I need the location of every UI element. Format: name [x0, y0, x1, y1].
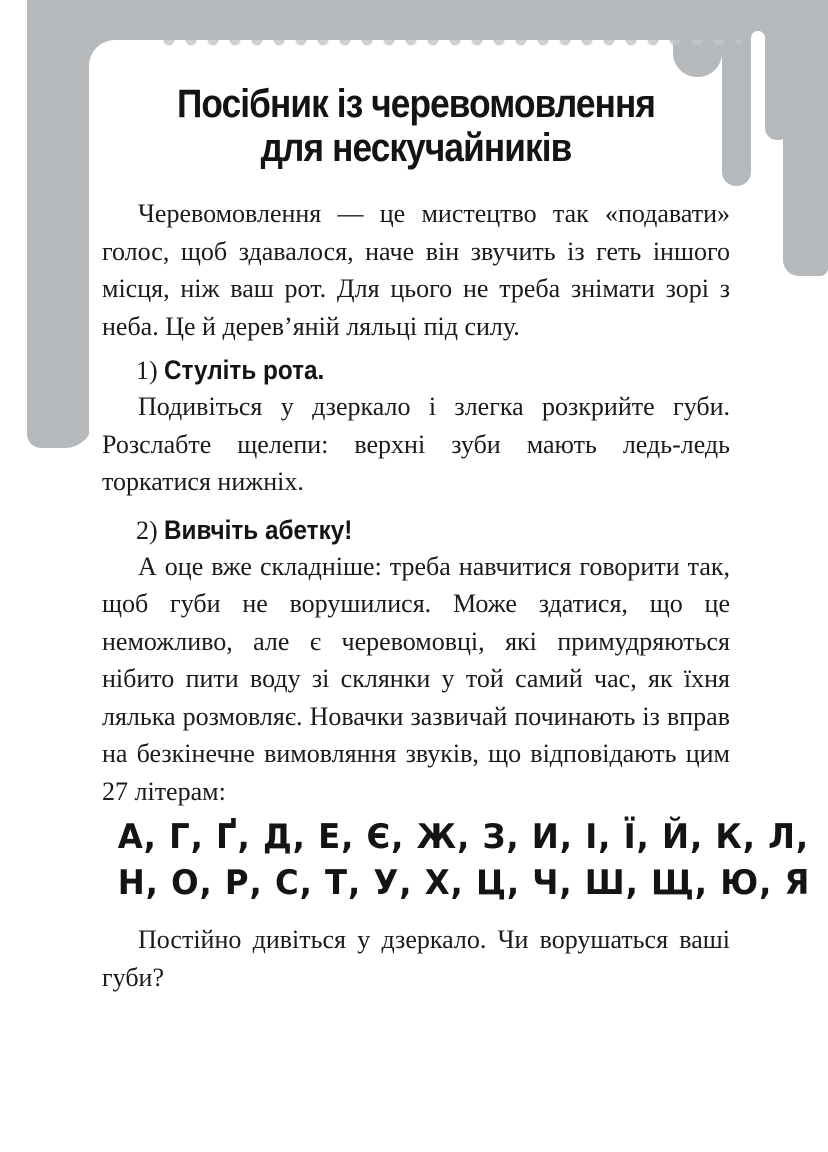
- section-2-title: Вивчіть абетку!: [164, 514, 353, 545]
- section-2-paragraph: А оце вже складніше: треба навчитися говорити так, щоб губи не ворушилися. Може здатися, що це неможливо, але є черевомовці, які примудряються нібито пити воду зі склянки у той самий час, як їхня лялька розмовляє. Новачки зазвичай починають із вправ на безкінечне вимовляння звуків, що відповідають цим 27 літерам:: [102, 551, 730, 806]
- section-1-paragraph: Подивіться у дзеркало і злегка розкрийте губи. Розслабте щелепи: верхні зуби мають ледь-ледь торкатися нижніх.: [102, 392, 730, 496]
- paint-drip-icon: [765, 0, 784, 140]
- gray-left-strip: [27, 0, 93, 448]
- alphabet-line2: Н, О, Р, С, Т, У, Х, Ц, Ч, Ш, Щ, Ю, Я: [117, 863, 811, 903]
- page-title-line2: для нескучайників: [260, 126, 572, 170]
- page-content: [102, 40, 811, 996]
- paint-drip-gap: [751, 31, 765, 42]
- intro-paragraph: Черевомовлення — це мистецтво так «подавати» голос, щоб здавалося, наче він звучить із геть іншого місця, ніж ваш рот. Для цього не треба знімати зорі з неба. Це й дерев’яній ляльці під силу.: [102, 199, 730, 341]
- page-title: [140, 82, 693, 170]
- section-2-heading: [102, 513, 730, 548]
- alphabet-line1: А, Г, Ґ, Д, Е, Є, Ж, З, И, І, Ї, Й, К, Л,: [117, 817, 810, 857]
- section-1-heading: [102, 353, 730, 388]
- section-1-number: 1): [136, 356, 158, 385]
- section-1-title: Стуліть рота.: [164, 355, 325, 385]
- paint-drip-icon: [783, 0, 828, 276]
- page-title-line1: Посібник із черевомовлення: [176, 82, 656, 126]
- alphabet-letters: [117, 814, 811, 906]
- closing-paragraph: Постійно дивіться у дзеркало. Чи ворушаться ваші губи?: [102, 925, 730, 992]
- section-2-number: 2): [136, 515, 158, 545]
